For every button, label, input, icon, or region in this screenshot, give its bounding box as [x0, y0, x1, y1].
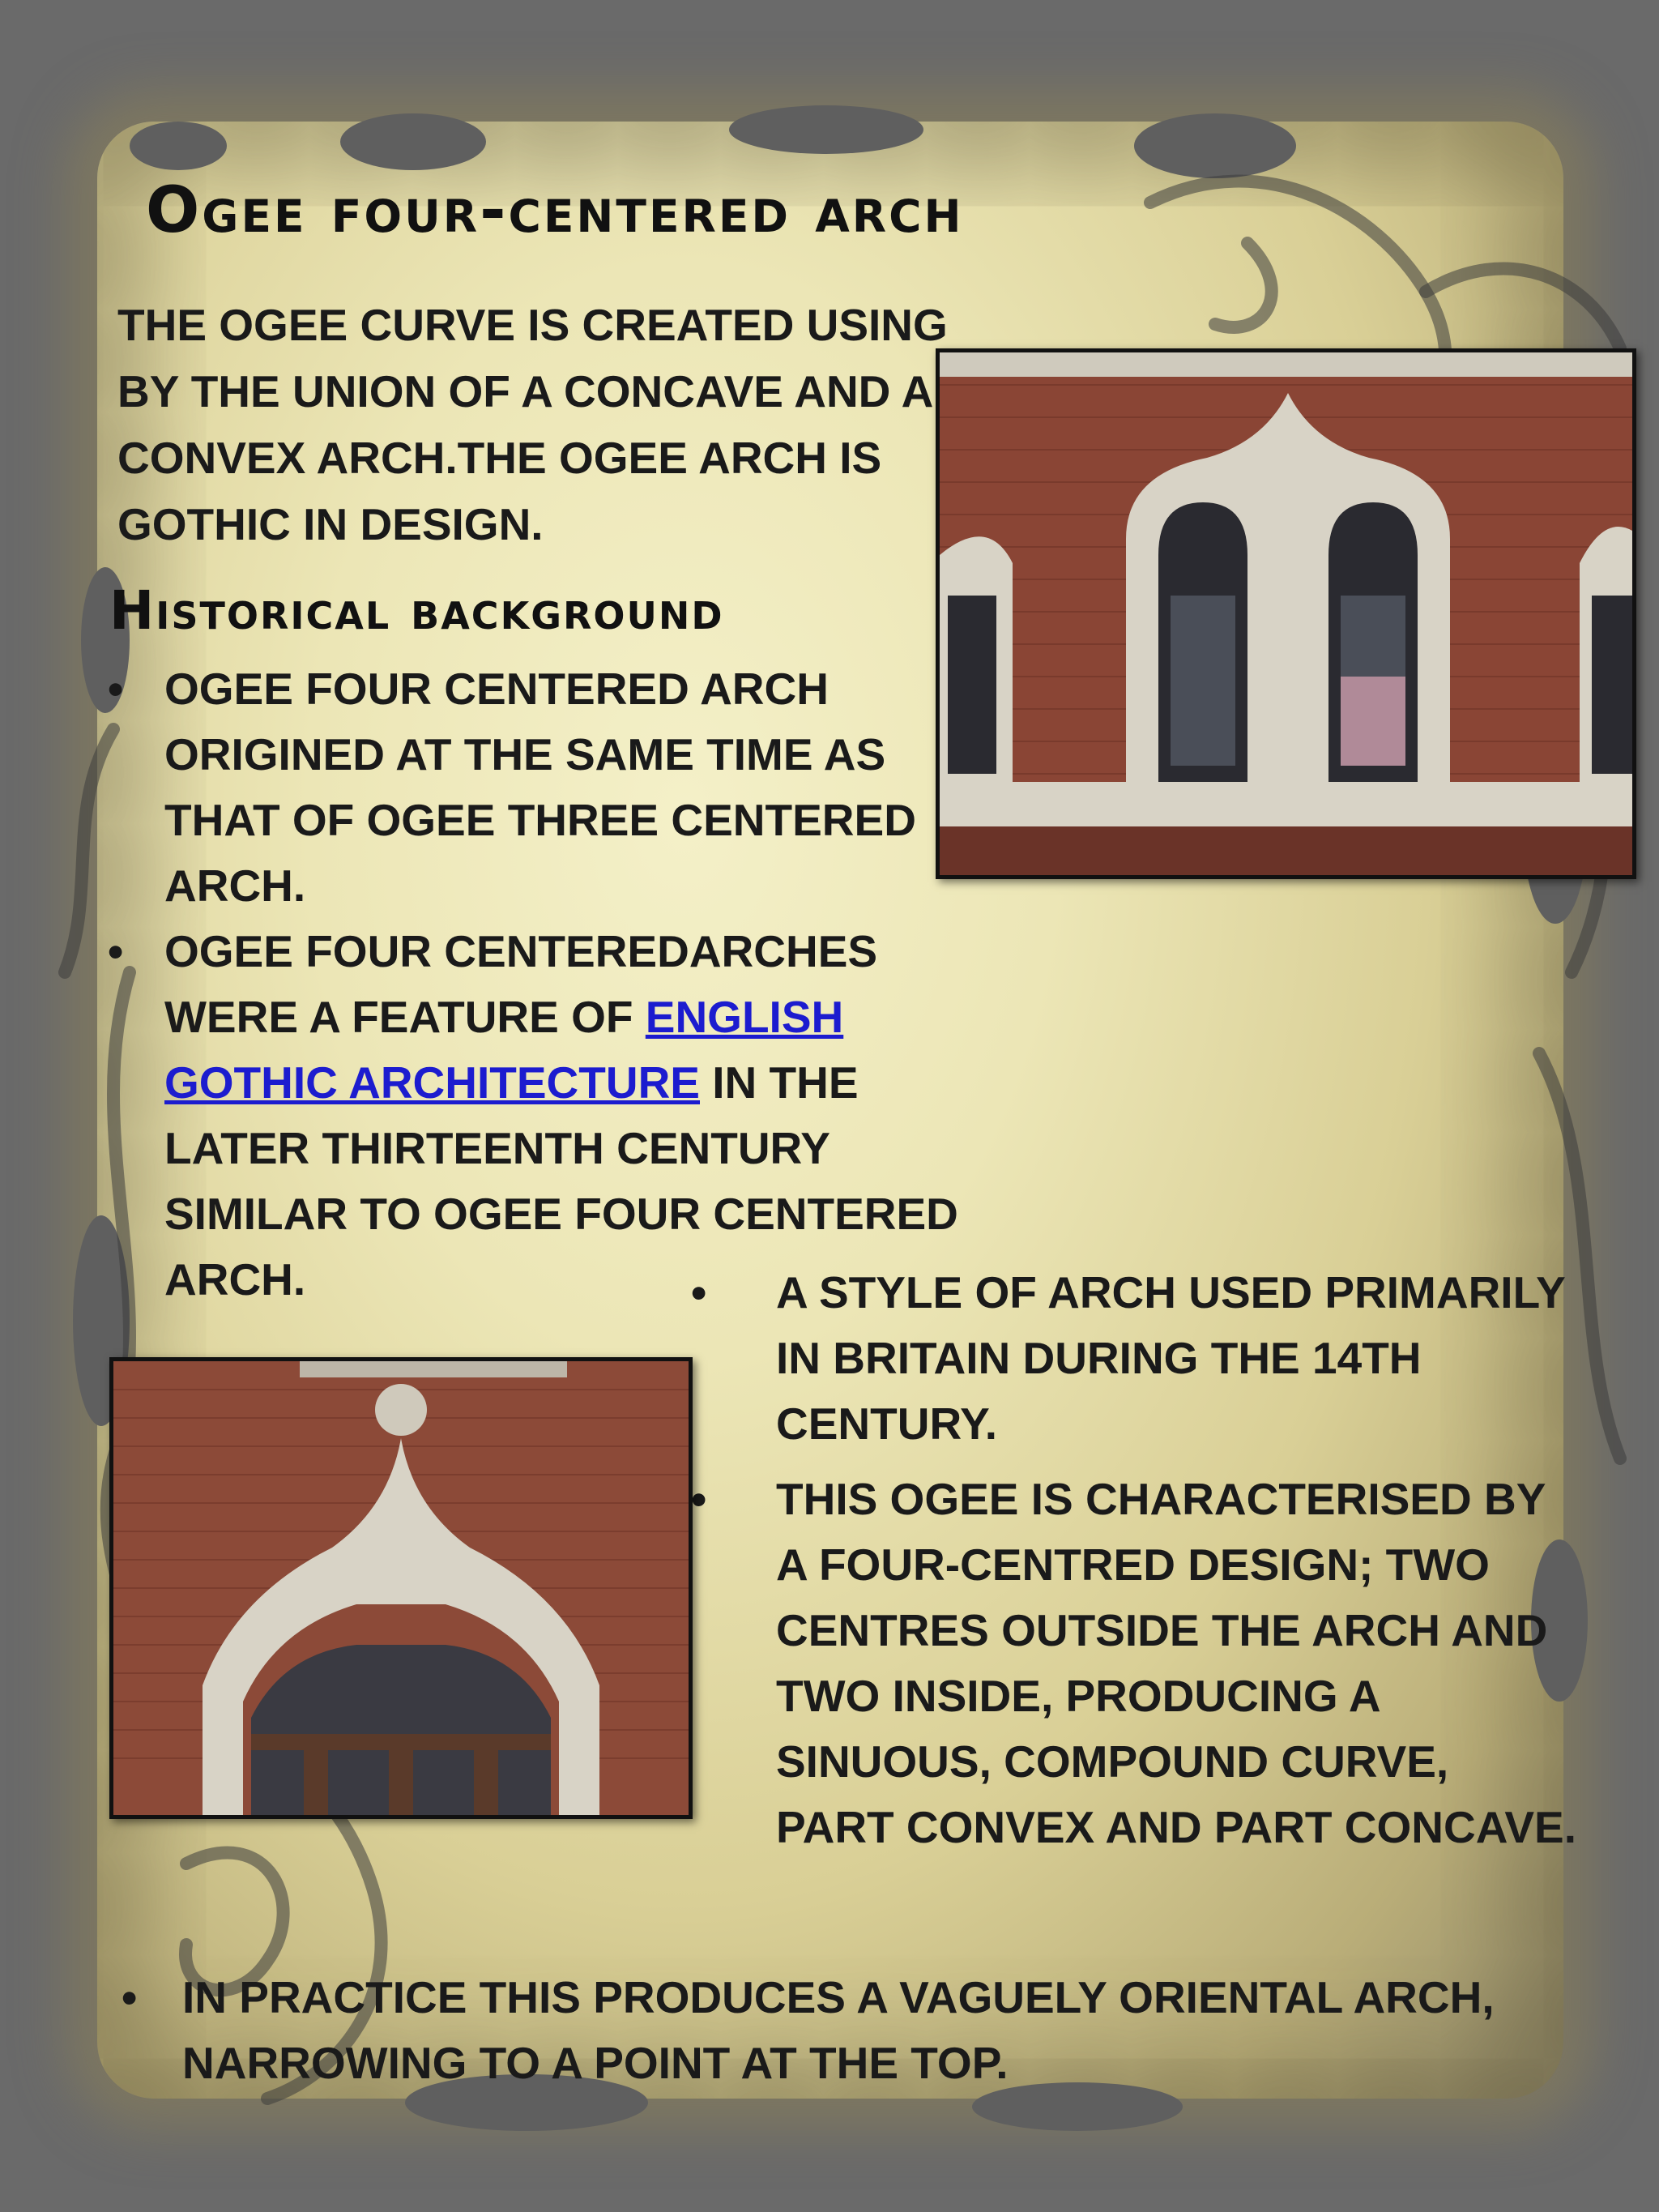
list-item [691, 1467, 1578, 1860]
ogee-windows-photo [936, 348, 1636, 879]
list-item-text: OGEE FOUR CENTEREDARCHES WERE A FEATURE OF [164, 926, 878, 1042]
slide-title: Ogee four-centered arch [146, 174, 964, 247]
english-gothic-architecture-link[interactable]: ENGLISH GOTHIC ARCHITECTURE [164, 992, 844, 1108]
section-heading: Historical background [109, 579, 724, 642]
list-item-text: THIS OGEE IS CHARACTERISED BY A FOUR-CENTRED DESIGN; TWO CENTRES OUTSIDE THE ARCH AND TWO INSIDE, PRODUCING A SINUOUS, COMPOUND CURVE, PART CONVEX AND PART CONCAVE. [776, 1474, 1577, 1852]
ogee-arch-photo [109, 1357, 693, 1819]
list-item [122, 1965, 1576, 2096]
bullet-icon: • [691, 1267, 707, 1317]
description-bullet-list [691, 1260, 1578, 1870]
list-item-text: OGEE FOUR CENTERED ARCH ORIGINED AT THE SAME TIME AS THAT OF OGEE THREE CENTERED ARCH. [164, 664, 916, 911]
bullet-icon: • [122, 1972, 138, 2022]
history-bullet-list [108, 656, 975, 1313]
bullet-icon: • [108, 664, 124, 714]
list-item-text: IN PRACTICE THIS PRODUCES A VAGUELY ORIENTAL ARCH, NARROWING TO A POINT AT THE TOP. [182, 1972, 1495, 2088]
list-item [108, 919, 975, 1313]
list-item-text: IN THE LATER THIRTEENTH CENTURY SIMILAR TO OGEE FOUR CENTERED ARCH. [164, 1057, 958, 1305]
intro-paragraph: THE OGEE CURVE IS CREATED USING BY THE UNION OF A CONCAVE AND A CONVEX ARCH.THE OGEE ARCH IS GOTHIC IN DESIGN. [117, 300, 948, 549]
bullet-icon: • [108, 926, 124, 976]
list-item-text: A STYLE OF ARCH USED PRIMARILY IN BRITAIN DURING THE 14TH CENTURY. [776, 1267, 1565, 1449]
summary-bullet-list [122, 1965, 1576, 2096]
list-item [691, 1260, 1578, 1457]
bullet-icon: • [691, 1474, 707, 1524]
list-item [108, 656, 975, 919]
